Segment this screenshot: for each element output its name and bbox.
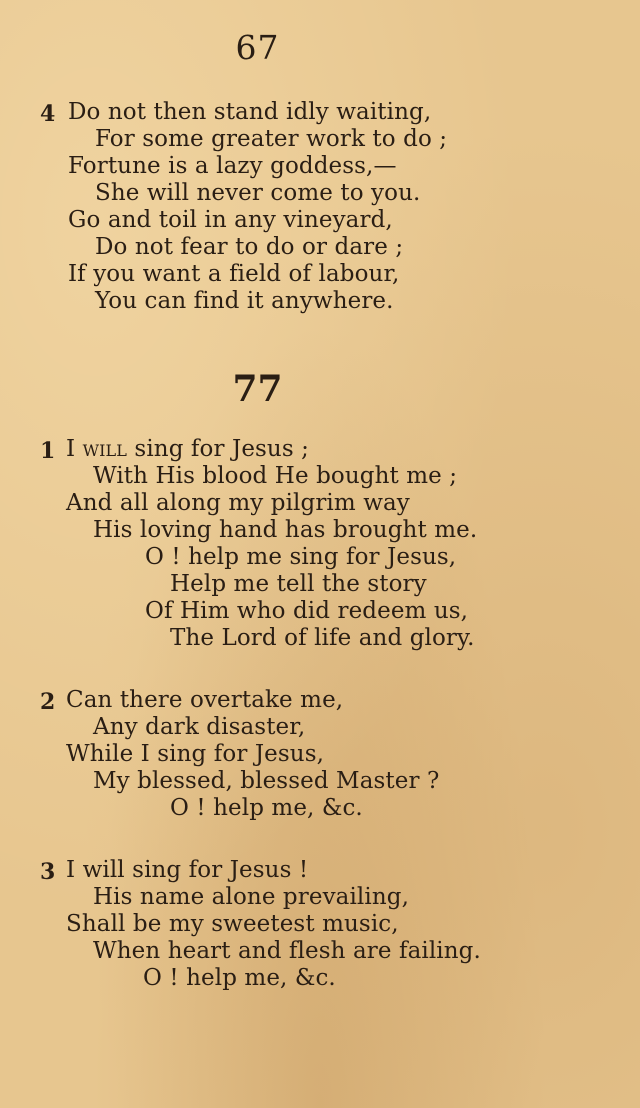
hymn-line: Help me tell the story [170,571,427,597]
hymn-number: 77 [232,368,283,410]
first-word: I will [66,436,128,462]
hymn-line: My blessed, blessed Master ? [93,768,440,794]
hymn-line-first [66,436,309,463]
first-rest: sing for Jesus ; [127,436,310,462]
hymn-line: Of Him who did redeem us, [145,598,469,624]
hymn-line: If you want a field of labour, [68,261,400,287]
verse-number: 1 [40,438,56,464]
hymn-line: Do not fear to do or dare ; [95,234,404,260]
hymn-line: O ! help me, &c. [143,965,336,991]
hymn-line: She will never come to you. [95,180,421,206]
page-number: 67 [235,28,280,67]
hymn-line: The Lord of life and glory. [170,625,475,651]
hymn-line: When heart and flesh are failing. [93,938,481,964]
hymn-line: While I sing for Jesus, [66,741,325,767]
verse-number: 2 [40,689,56,715]
hymn-line: Shall be my sweetest music, [66,911,399,937]
hymn-line: With His blood He bought me ; [93,463,458,489]
hymn-line: Any dark disaster, [93,714,306,740]
hymn-line: I will sing for Jesus ! [66,857,309,883]
hymn-line: O ! help me, &c. [170,795,363,821]
hymn-line: Fortune is a lazy goddess,— [68,153,397,179]
hymn-line: His name alone prevailing, [93,884,409,910]
hymn-line: Go and toil in any vineyard, [68,207,393,233]
stanza-number: 4 [40,101,56,127]
hymn-line: And all along my pilgrim way [66,490,410,516]
hymn-line: You can find it anywhere. [95,288,394,314]
hymn-line: For some greater work to do ; [95,126,448,152]
hymn-line: His loving hand has brought me. [93,517,478,543]
hymn-line: O ! help me sing for Jesus, [145,544,457,570]
verse-number: 3 [40,859,56,885]
hymn-line: Do not then stand idly waiting, [68,99,432,125]
hymn-line: Can there overtake me, [66,687,344,713]
